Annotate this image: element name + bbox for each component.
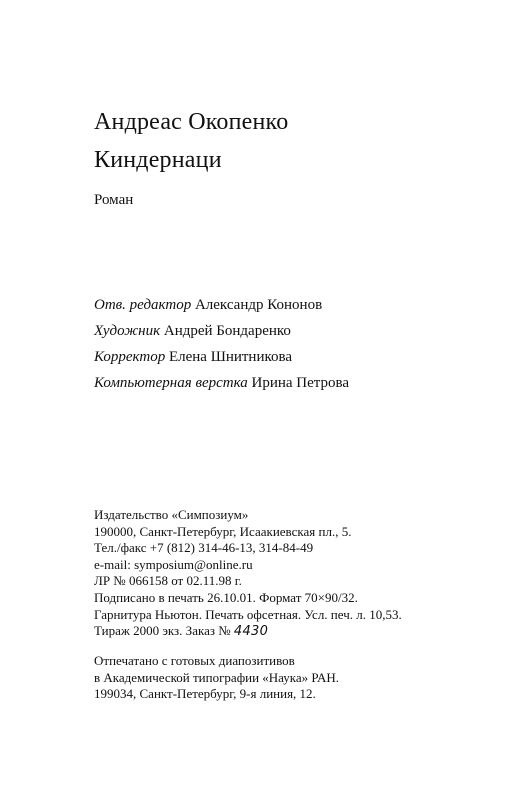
printing-run-text: Тираж 2000 экз. Заказ № bbox=[94, 623, 234, 638]
printing-block bbox=[94, 590, 402, 640]
publisher-phone: Тел./факс +7 (812) 314-46-13, 314-84-49 bbox=[94, 540, 314, 555]
publisher-email: e-mail: symposium@online.ru bbox=[94, 556, 253, 572]
printing-typeface: Гарнитура Ньютон. Печать офсетная. Усл. печ. л. 10,53. bbox=[94, 606, 402, 622]
credit-role: Художник bbox=[94, 323, 161, 339]
publisher-address: 190000, Санкт-Петербург, Исаакиевская пл., 5. bbox=[94, 523, 352, 539]
credit-name: Ирина Петрова bbox=[251, 375, 350, 391]
publisher-license: ЛР № 066158 от 02.11.98 г. bbox=[94, 573, 242, 588]
credit-name: Александр Кононов bbox=[194, 297, 323, 313]
book-genre: Роман bbox=[94, 192, 134, 208]
printing-run bbox=[94, 623, 402, 640]
printer-block bbox=[94, 653, 339, 703]
book-author: Андреас Окопенко bbox=[94, 109, 289, 135]
credit-role: Компьютерная верстка bbox=[94, 375, 248, 391]
credit-layout bbox=[94, 370, 349, 396]
publisher-name: Издательство «Симпозиум» bbox=[94, 507, 249, 522]
printer-line-3: 199034, Санкт-Петербург, 9-я линия, 12. bbox=[94, 686, 316, 701]
credit-name: Андрей Бондаренко bbox=[163, 323, 291, 339]
credit-role: Корректор bbox=[94, 349, 166, 365]
credit-role: Отв. редактор bbox=[94, 297, 192, 313]
printing-signed: Подписано в печать 26.10.01. Формат 70×90/32. bbox=[94, 590, 358, 605]
book-title: Киндернаци bbox=[94, 147, 222, 173]
credits-list bbox=[94, 292, 349, 396]
printer-line-2: в Академической типографии «Наука» РАН. bbox=[94, 669, 340, 685]
order-number: 4430 bbox=[233, 624, 269, 639]
credit-editor bbox=[94, 292, 349, 318]
printer-line-1: Отпечатано с готовых диапозитивов bbox=[94, 653, 295, 668]
credit-artist bbox=[94, 318, 349, 344]
credit-name: Елена Шнитникова bbox=[168, 349, 293, 365]
publisher-block bbox=[94, 507, 351, 590]
credit-proofreader bbox=[94, 344, 349, 370]
